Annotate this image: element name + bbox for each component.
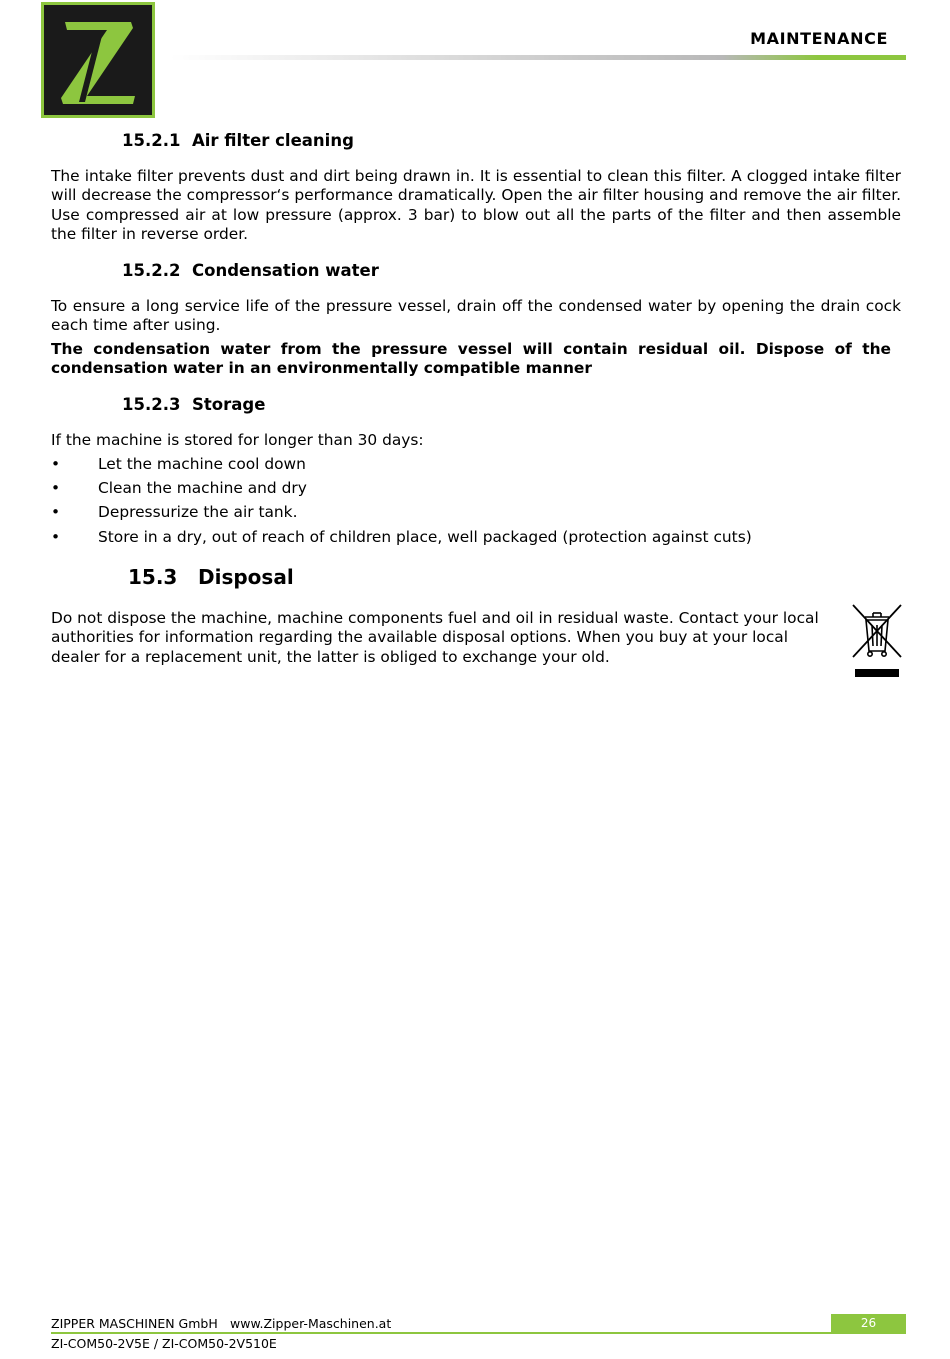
condensation-warning: The condensation water from the pressure vessel will contain residual oil. Dispose of the condensation water in an environmentally compatible manner xyxy=(51,340,891,378)
heading-number: 15.2.3 xyxy=(122,395,181,414)
heading-number: 15.3 xyxy=(128,565,178,589)
heading-number: 15.2.2 xyxy=(122,261,181,280)
heading-number: 15.2.1 xyxy=(122,131,181,150)
bullet: • xyxy=(51,479,61,497)
heading-title: Disposal xyxy=(198,565,294,589)
weee-crossed-bin-icon xyxy=(851,603,903,679)
bullet: • xyxy=(51,528,61,546)
zipper-logo-icon xyxy=(41,2,155,118)
heading-title: Condensation water xyxy=(192,261,379,280)
heading-title: Storage xyxy=(192,395,266,414)
storage-intro: If the machine is stored for longer than 30 days: xyxy=(51,431,424,449)
heading-air-filter xyxy=(122,131,354,150)
condensation-paragraph: To ensure a long service life of the pressure vessel, drain off the condensed water by opening the drain cock each time after using. xyxy=(51,297,901,335)
header-title: MAINTENANCE xyxy=(750,29,888,48)
list-item-text: Let the machine cool down xyxy=(98,455,306,473)
disposal-paragraph: Do not dispose the machine, machine components fuel and oil in residual waste. Contact your local authorities for information regarding the available disposal options. When you buy at your local dealer for a replacement unit, the latter is obliged to exchange your old. xyxy=(51,609,819,666)
heading-condensation xyxy=(122,261,379,280)
page-number: 26 xyxy=(831,1314,906,1332)
bullet: • xyxy=(51,455,61,473)
header-rule xyxy=(170,55,906,60)
footer-company: ZIPPER MASCHINEN GmbH xyxy=(51,1316,218,1331)
footer-website-link[interactable]: www.Zipper-Maschinen.at xyxy=(230,1316,392,1331)
heading-disposal xyxy=(128,565,294,589)
heading-title: Air filter cleaning xyxy=(192,131,354,150)
list-item-text: Store in a dry, out of reach of children place, well packaged (protection against cuts) xyxy=(98,528,752,546)
bullet: • xyxy=(51,503,61,521)
heading-storage xyxy=(122,395,265,414)
footer-rule xyxy=(51,1332,906,1334)
air-filter-paragraph: The intake filter prevents dust and dirt being drawn in. It is essential to clean this filter. A clogged intake filter will decrease the compressor‘s performance dramatically. Open the air filter housing and remove the air filter. Use compressed air at low pressure (approx. 3 bar) to blow out all the parts of the filter and then assemble the filter in reverse order. xyxy=(51,167,901,244)
list-item-text: Clean the machine and dry xyxy=(98,479,307,497)
list-item-text: Depressurize the air tank. xyxy=(98,503,298,521)
footer-model: ZI-COM50-2V5E / ZI-COM50-2V510E xyxy=(51,1336,277,1351)
